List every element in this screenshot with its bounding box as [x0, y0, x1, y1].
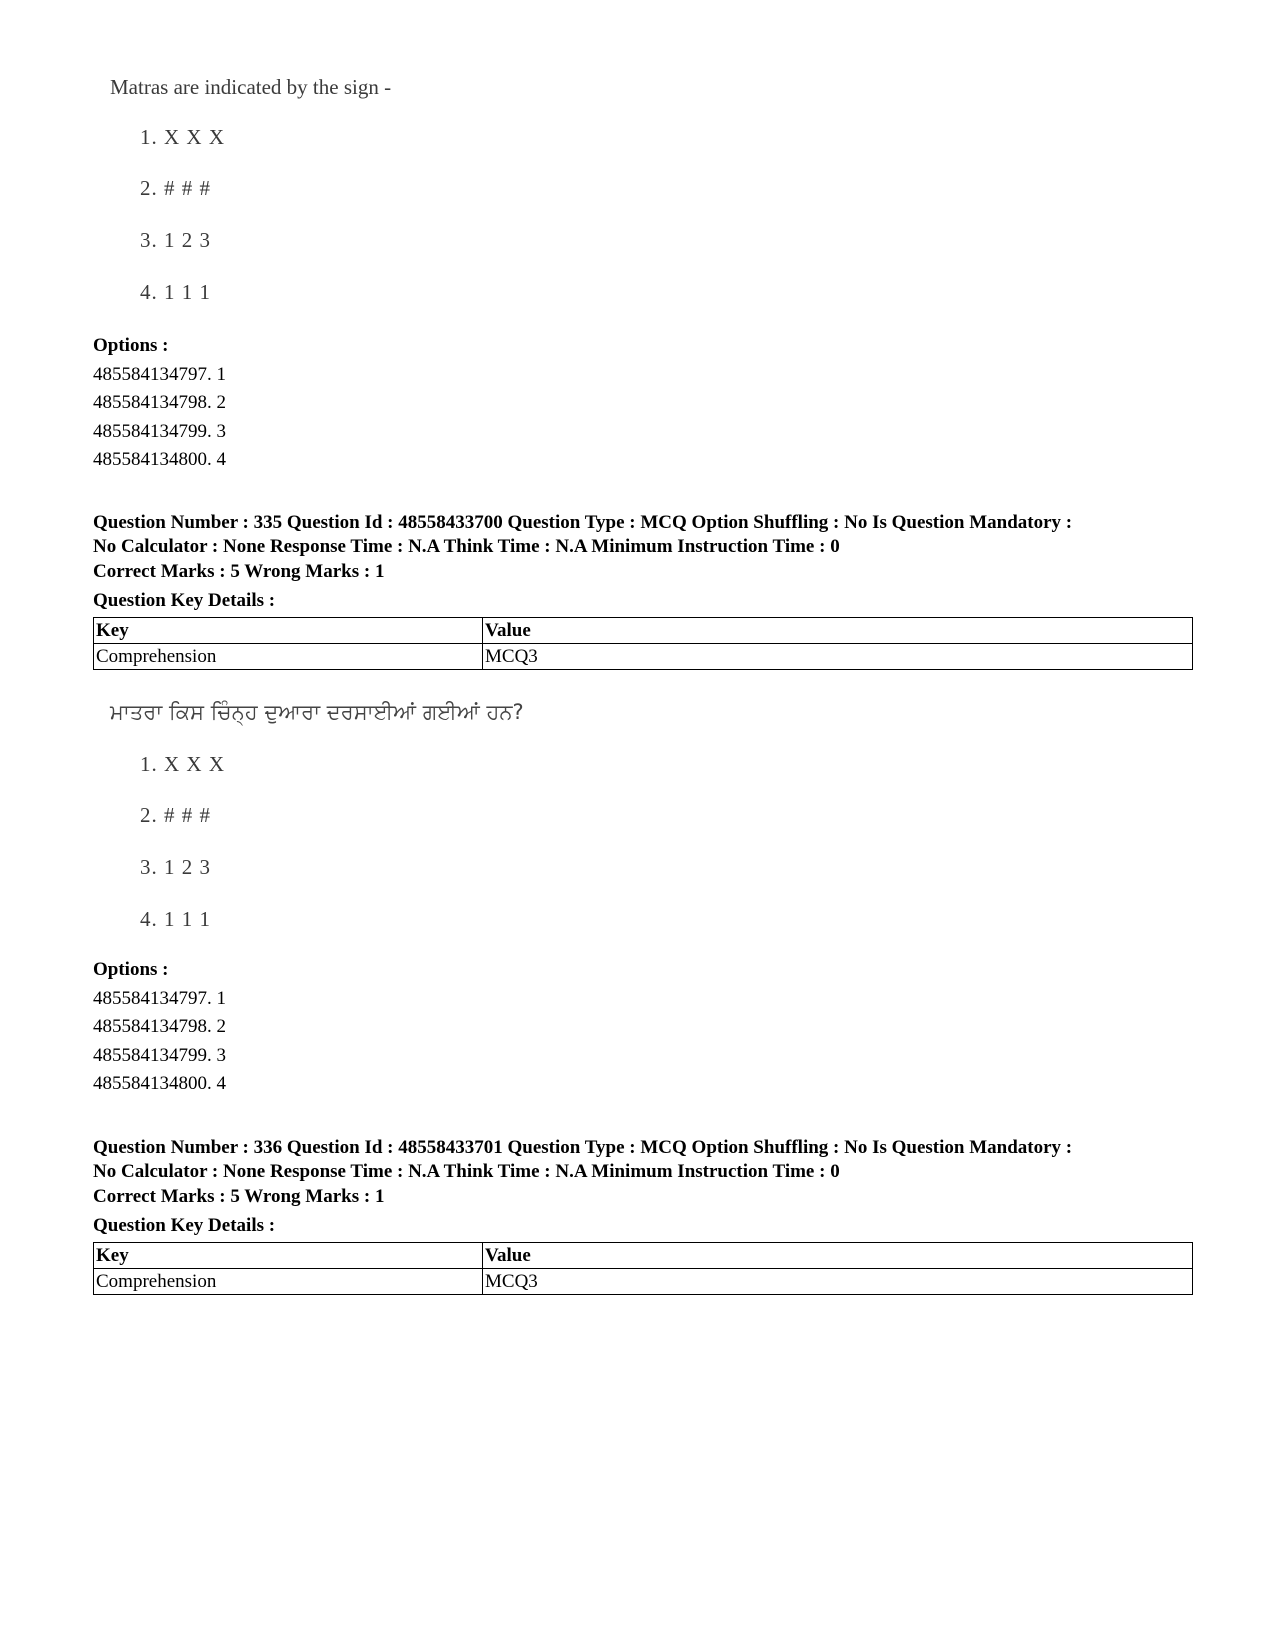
- choice-3: 3. 1 2 3: [140, 228, 211, 252]
- question-image: [110, 74, 610, 314]
- question-meta: [93, 511, 1193, 615]
- table-cell-key: Comprehension: [94, 644, 483, 670]
- question-meta-line-1: Question Number : 335 Question Id : 48558433700 Question Type : MCQ Option Shuffling : No Is Question Mandatory :: [93, 512, 1073, 533]
- table-cell-key: Comprehension: [94, 1269, 483, 1295]
- options-block: [93, 332, 226, 475]
- choice-3: 3. 1 2 3: [140, 855, 211, 879]
- question-meta-line-2: No Calculator : None Response Time : N.A Think Time : N.A Minimum Instruction Time : 0: [93, 535, 840, 557]
- choice-4: 4. 1 1 1: [140, 907, 211, 931]
- table-row: [94, 644, 1193, 670]
- choice-2: 2. # # #: [140, 176, 211, 200]
- option-item: 485584134797. 1: [93, 987, 226, 1009]
- option-item: 485584134799. 3: [93, 420, 226, 442]
- choice-1: 1. X X X: [140, 125, 225, 149]
- options-block: [93, 956, 226, 1099]
- option-item: 485584134797. 1: [93, 363, 226, 385]
- table-header-value: Value: [483, 1243, 1193, 1269]
- marks-line: Correct Marks : 5 Wrong Marks : 1: [93, 1186, 385, 1207]
- question-text: Matras are indicated by the sign -: [110, 75, 392, 99]
- table-header-row: [94, 1243, 1193, 1269]
- option-item: 485584134800. 4: [93, 449, 226, 470]
- key-details-title: Question Key Details :: [93, 589, 276, 611]
- question-meta-line-1: Question Number : 336 Question Id : 48558433701 Question Type : MCQ Option Shuffling : No Is Question Mandatory :: [93, 1137, 1073, 1158]
- key-details-title: Question Key Details :: [93, 1214, 276, 1236]
- option-item: 485584134799. 3: [93, 1044, 226, 1066]
- options-title: Options :: [93, 335, 169, 356]
- marks-line: Correct Marks : 5 Wrong Marks : 1: [93, 561, 385, 582]
- question-key-table: [93, 1242, 1193, 1295]
- options-title: Options :: [93, 959, 169, 980]
- table-cell-value: MCQ3: [483, 1269, 1193, 1295]
- table-cell-value: MCQ3: [483, 644, 1193, 670]
- question-key-table: [93, 617, 1193, 670]
- question-image: [110, 699, 710, 939]
- option-item: 485584134798. 2: [93, 392, 226, 413]
- option-item: 485584134798. 2: [93, 1016, 226, 1037]
- table-header-key: Key: [94, 1243, 483, 1269]
- question-meta: [93, 1136, 1193, 1240]
- table-header-value: Value: [483, 618, 1193, 644]
- choice-2: 2. # # #: [140, 803, 211, 827]
- option-item: 485584134800. 4: [93, 1073, 226, 1094]
- choice-4: 4. 1 1 1: [140, 280, 211, 304]
- choice-1: 1. X X X: [140, 752, 225, 776]
- table-header-key: Key: [94, 618, 483, 644]
- question-meta-line-2: No Calculator : None Response Time : N.A Think Time : N.A Minimum Instruction Time : 0: [93, 1160, 840, 1182]
- table-header-row: [94, 618, 1193, 644]
- table-row: [94, 1269, 1193, 1295]
- question-text: ਮਾਤਰਾ ਕਿਸ ਚਿੰਨ੍ਹ ਦੁਆਰਾ ਦਰਸਾਈਆਂ ਗਈਆਂ ਹਨ?: [110, 700, 524, 724]
